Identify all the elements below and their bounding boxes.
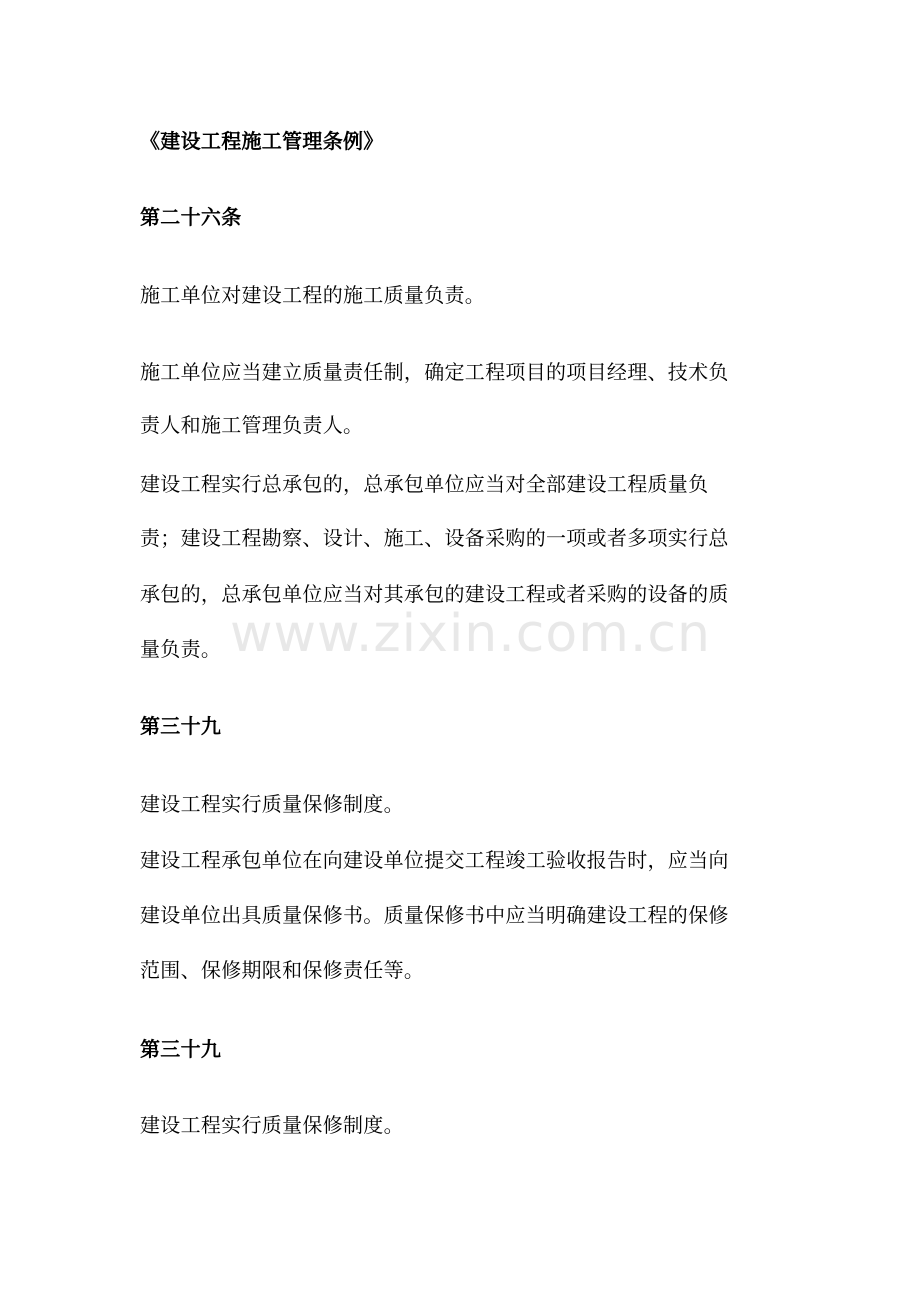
document-title: 《建设工程施工管理条例》 [140, 129, 384, 153]
paragraph-line: 责；建设工程勘察、设计、施工、设备采购的一项或者多项实行总 [140, 526, 729, 550]
paragraph-line: 建设工程实行质量保修制度。 [140, 1113, 404, 1137]
paragraph-line: 建设工程实行质量保修制度。 [140, 792, 404, 816]
paragraph-line: 施工单位应当建立质量责任制，确定工程项目的项目经理、技术负 [140, 360, 729, 384]
paragraph-line: 量负责。 [140, 637, 222, 661]
paragraph-line: 建设工程承包单位在向建设单位提交工程竣工验收报告时，应当向 [140, 848, 729, 872]
paragraph-line: 承包的，总承包单位应当对其承包的建设工程或者采购的设备的质 [140, 582, 729, 606]
paragraph-line: 施工单位对建设工程的施工质量负责。 [140, 283, 486, 307]
section-heading: 第二十六条 [140, 205, 242, 229]
paragraph-line: 责人和施工管理负责人。 [140, 413, 364, 437]
paragraph-line: 建设单位出具质量保修书。质量保修书中应当明确建设工程的保修 [140, 903, 729, 927]
watermark: www.zixin.com.cn [230, 604, 711, 664]
section-heading: 第三十九 [140, 1037, 222, 1061]
section-heading: 第三十九 [140, 714, 222, 738]
paragraph-line: 建设工程实行总承包的，总承包单位应当对全部建设工程质量负 [140, 472, 709, 496]
paragraph-line: 范围、保修期限和保修责任等。 [140, 958, 425, 982]
